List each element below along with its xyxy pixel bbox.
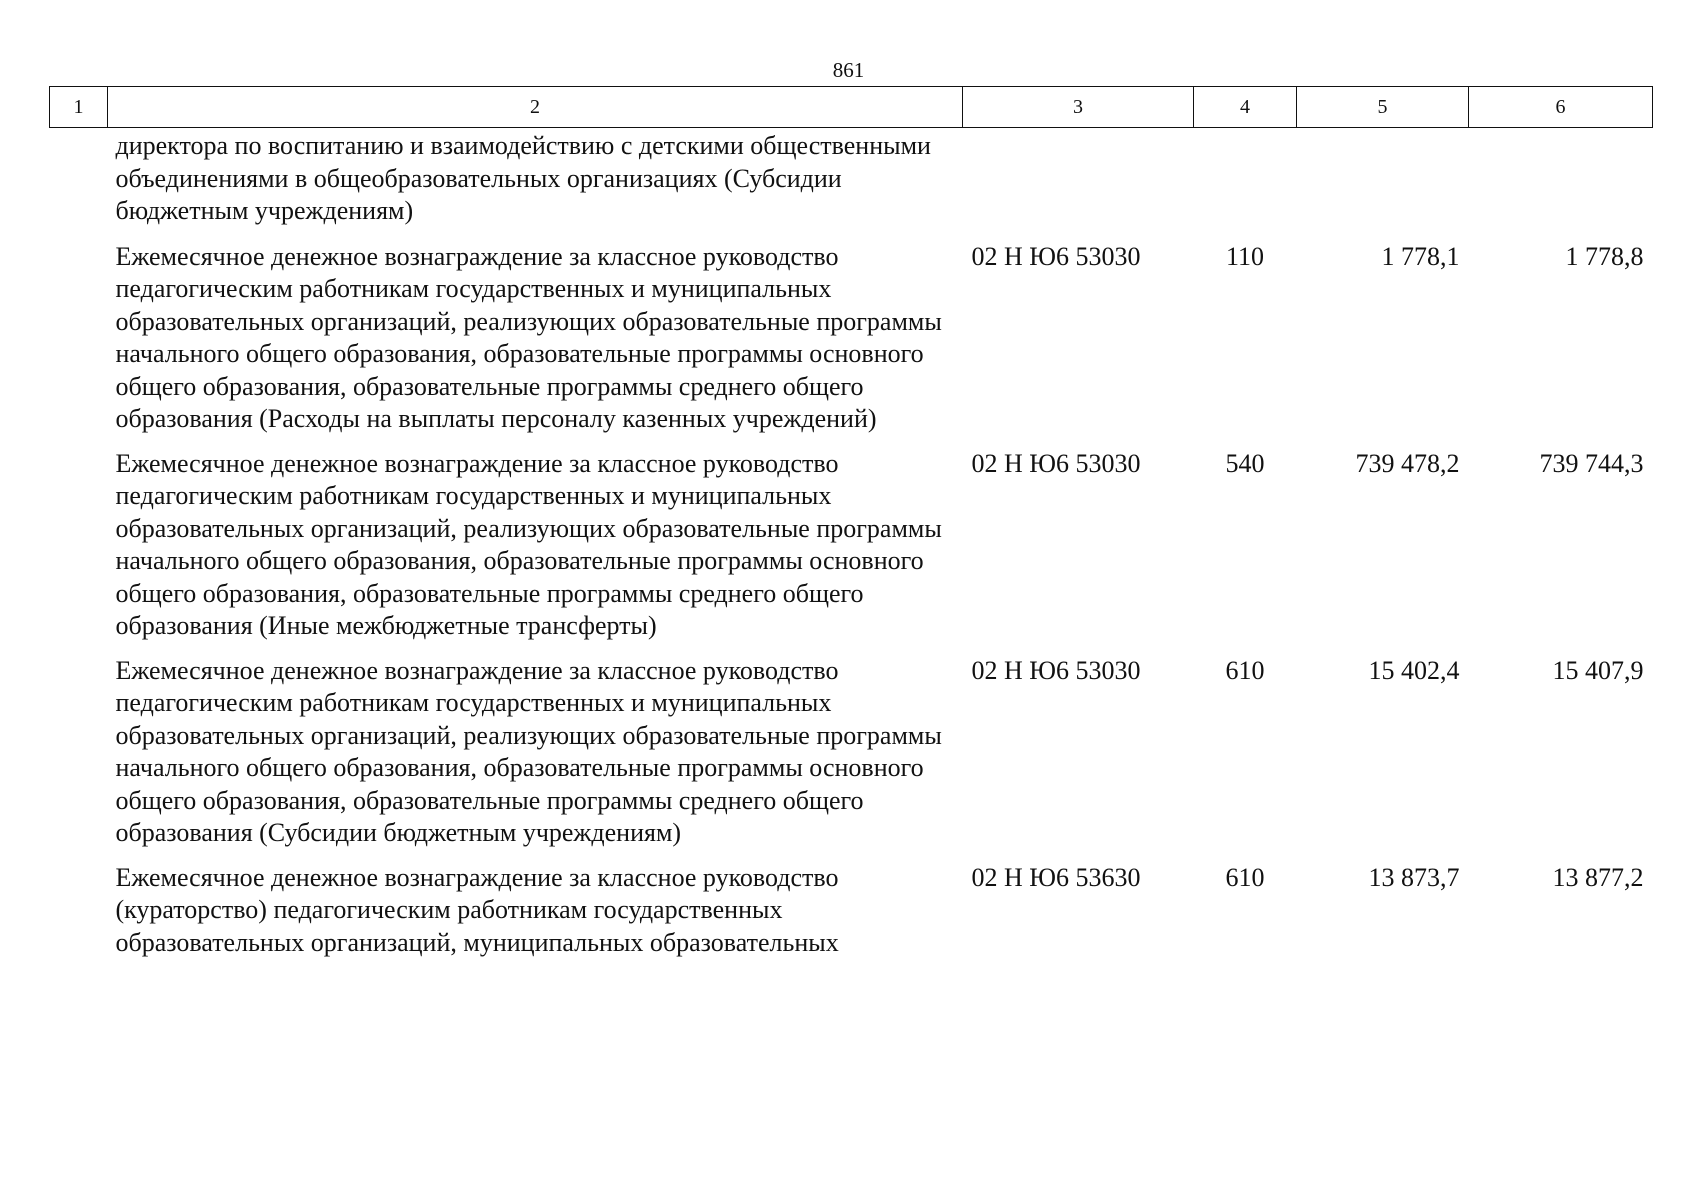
header-col-1: 1 (50, 87, 108, 128)
amount-6-cell: 15 407,9 (1552, 655, 1644, 685)
page-number: 861 (832, 58, 865, 82)
amount-5-cell: 739 478,2 (1355, 448, 1460, 478)
description-cell: Ежемесячное денежное вознаграждение за классное руководство педагогическим работникам государственных и муниципальных образовательных организаций, реализующих образовательные программы начального общего образования, образовательные программы основного общего образования, образовательные программы среднего общего образования (Субсидии бюджетным учреждениям) (115, 655, 942, 847)
row-number-cell (50, 241, 108, 448)
expense-type-cell (1194, 128, 1297, 241)
amount-6-cell (1469, 128, 1653, 241)
row-number-cell (50, 862, 108, 972)
table-row (50, 241, 1653, 448)
amount-5-cell: 13 873,7 (1368, 862, 1460, 892)
code-cell: 02 Н Ю6 53030 (971, 448, 1141, 478)
table-row (50, 862, 1653, 972)
row-number-cell (50, 655, 108, 862)
budget-table (49, 86, 1653, 971)
code-cell: 02 Н Ю6 53630 (971, 862, 1141, 892)
amount-5-cell: 15 402,4 (1368, 655, 1460, 685)
code-cell (963, 128, 1194, 241)
description-cell: директора по воспитанию и взаимодействию с детскими общественными объединениями в общеобразовательных организациях (Субсидии бюджетным учреждениям) (115, 131, 931, 225)
table-row (50, 448, 1653, 655)
description-cell: Ежемесячное денежное вознаграждение за классное руководство педагогическим работникам государственных и муниципальных образовательных организаций, реализующих образовательные программы начального общего образования, образовательные программы основного общего образования, образовательные программы среднего общего образования (Иные межбюджетные трансферты) (115, 448, 942, 640)
expense-type-cell: 610 (1225, 655, 1265, 685)
expense-type-cell: 610 (1225, 862, 1265, 892)
row-number-cell (50, 128, 108, 241)
amount-6-cell: 13 877,2 (1552, 862, 1644, 892)
header-col-2: 2 (108, 87, 963, 128)
description-cell: Ежемесячное денежное вознаграждение за классное руководство педагогическим работникам государственных и муниципальных образовательных организаций, реализующих образовательные программы начального общего образования, образовательные программы основного общего образования, образовательные программы среднего общего образования (Расходы на выплаты персоналу казенных учреждений) (115, 241, 942, 433)
amount-6-cell: 1 778,8 (1565, 241, 1644, 271)
table-row (50, 128, 1653, 241)
table-header (50, 87, 1653, 128)
amount-5-cell (1297, 128, 1469, 241)
header-col-5: 5 (1297, 87, 1469, 128)
header-col-3: 3 (963, 87, 1194, 128)
table-row (50, 655, 1653, 862)
description-cell: Ежемесячное денежное вознаграждение за классное руководство (кураторство) педагогическим работникам государственных образовательных организаций, муниципальных образовательных (115, 862, 839, 957)
code-cell: 02 Н Ю6 53030 (971, 655, 1141, 685)
code-cell: 02 Н Ю6 53030 (971, 241, 1141, 271)
amount-6-cell: 739 744,3 (1539, 448, 1644, 478)
expense-type-cell: 110 (1225, 241, 1265, 271)
expense-type-cell: 540 (1225, 448, 1265, 478)
header-row (50, 87, 1653, 128)
header-col-4: 4 (1194, 87, 1297, 128)
row-number-cell (50, 448, 108, 655)
table-body (50, 128, 1653, 972)
amount-5-cell: 1 778,1 (1381, 241, 1460, 271)
header-col-6: 6 (1469, 87, 1653, 128)
